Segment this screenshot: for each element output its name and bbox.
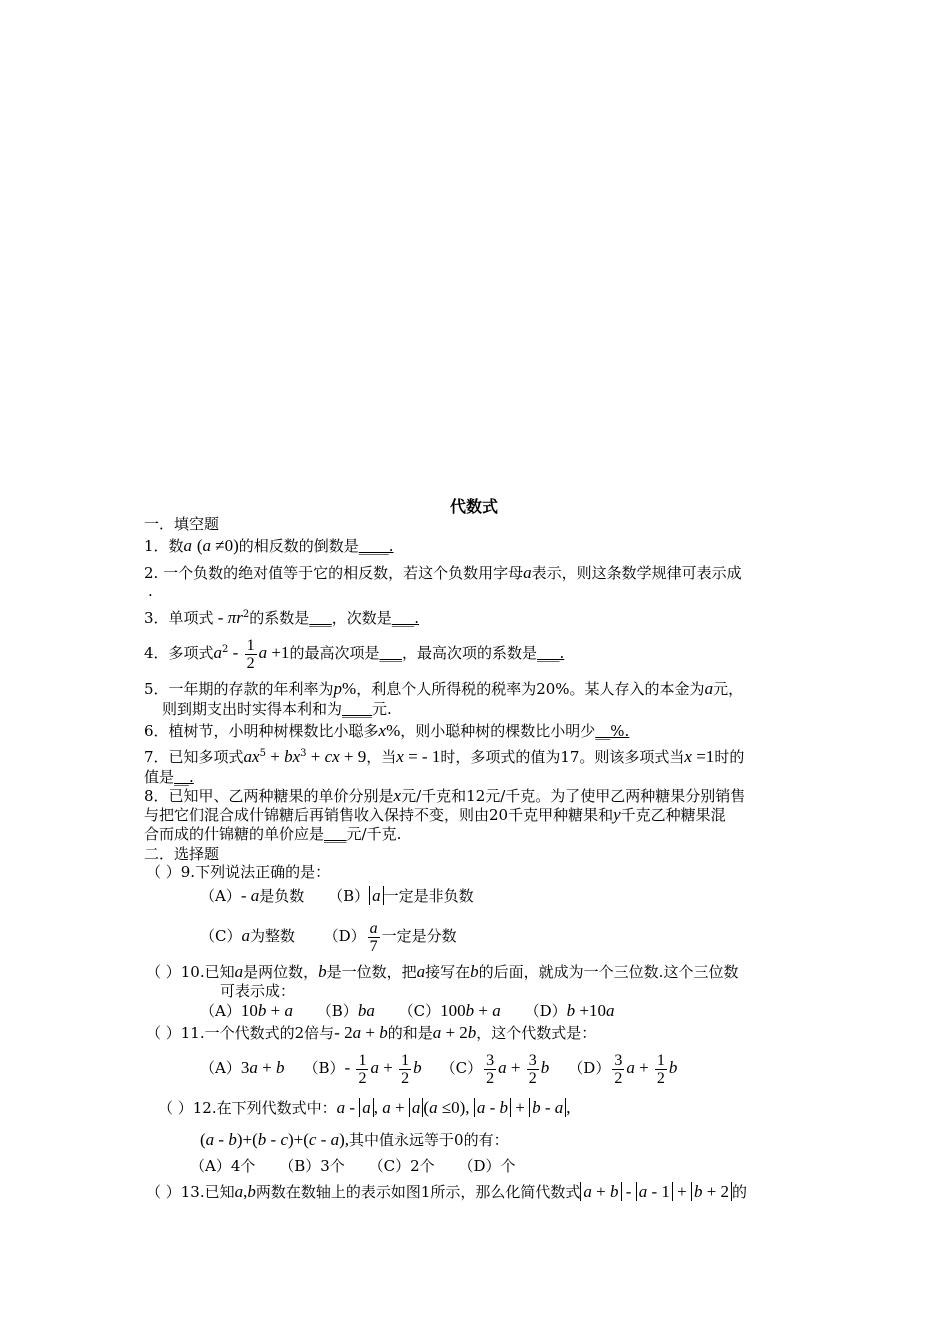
question-2-end: . <box>148 582 153 600</box>
document-title: 代数式 <box>450 497 499 516</box>
section-heading-fill-blank: 一．填空题 <box>144 515 220 533</box>
answer-blank: ___ <box>379 644 402 662</box>
question-9: （ ）9.下列说法正确的是： <box>146 863 331 881</box>
answer-blank: __. <box>174 768 194 786</box>
question-12: （ ）12.在下列代数式中：a - a , a + a (a ≤0), a - b + b - a , <box>158 1098 571 1117</box>
question-6: 6．植树节，小明种树棵数比小聪多x%，则小聪种树的棵数比小明少__%. <box>144 721 630 740</box>
question-1: 1．数a (a ≠0)的相反数的倒数是____. <box>144 536 394 555</box>
answer-blank: ___. <box>391 609 420 627</box>
question-7-line-2: 值是__. <box>144 768 194 786</box>
option-b[interactable]: （B）ba <box>316 1001 375 1020</box>
answer-blank: ____. <box>358 537 394 555</box>
option-a[interactable]: （A）4个 <box>190 1157 256 1175</box>
question-8-line-3: 合而成的什锦糖的单价应是___元/千克. <box>144 825 402 843</box>
section-heading-choice: 二．选择题 <box>144 845 220 863</box>
question-9-options-ab <box>200 886 474 906</box>
question-8-line-2: 与把它们混合成什锦糖后再销售收入保持不变，则由20千克甲种糖果和y千克乙种糖果混 <box>144 805 726 824</box>
question-2: 2. 一个负数的绝对值等于它的相反数，若这个负数用字母a表示，则这条数学规律可表示成 <box>144 563 742 582</box>
question-8: 8．已知甲、乙两种糖果的单价分别是x元/千克和12元/千克。为了使甲乙两种糖果分别销售 <box>144 786 746 805</box>
question-3: 3．单项式 - $\pi r^2$的系数是___，次数是___. <box>144 608 420 627</box>
answer-blank: ____ <box>342 700 373 718</box>
question-10-line-2: 可表示成： <box>220 982 296 1000</box>
option-c[interactable]: （C）a为整数 <box>200 926 295 945</box>
question-10-options <box>200 1001 614 1021</box>
question-5: 5．一年期的存款的年利率为p%，利息个人所得税的税率为20%。某人存入的本金为a元， <box>144 679 744 698</box>
option-d[interactable]: （D） $\frac{a}{7}$ 一定是分数 <box>323 919 457 955</box>
question-11-options <box>200 1046 677 1090</box>
question-4: 4．多项式$a^2$ - $\frac{1}{2}$ a +1的最高次项是___，最高次项的系数是___. <box>144 630 564 673</box>
answer-blank: ___. <box>536 644 565 662</box>
question-11: （ ）11.一个代数式的2倍与- 2a + b的和是a + 2b，这个代数式是： <box>146 1023 597 1042</box>
option-b[interactable]: （B） a 一定是非负数 <box>328 886 474 905</box>
question-12-line-2: (a - b)+(b - c)+(c - a),其中值永远等于0的有： <box>200 1130 509 1149</box>
option-a[interactable]: （A）10b + a <box>200 1001 293 1020</box>
option-a[interactable]: （A）- a是负数 <box>200 886 305 905</box>
option-d[interactable]: （D） $\frac{3}{2}$ a + $\frac{1}{2}$ b <box>568 1051 678 1087</box>
option-b[interactable]: （B）3个 <box>279 1157 345 1175</box>
question-12-options <box>190 1156 516 1176</box>
answer-blank: ___ <box>309 609 332 627</box>
answer-blank: ___ <box>324 825 347 843</box>
question-10: （ ）10.已知a是两位数，b是一位数，把a接写在b的后面，就成为一个三位数.这个三位数 <box>146 962 739 981</box>
option-d[interactable]: （D）b +10a <box>524 1001 615 1020</box>
answer-blank: __%. <box>595 722 630 740</box>
question-5-line-2: 则到期支出时实得本利和为____元. <box>162 700 392 718</box>
option-c[interactable]: （C）2个 <box>368 1157 435 1175</box>
question-7: 7．已知多项式$ax^5 + bx^3$ + cx + 9，当x = - 1时，多项式的值为17。则该多项式当x =1时的 <box>144 747 745 766</box>
option-c[interactable]: （C）100b + a <box>398 1001 501 1020</box>
option-b[interactable]: （B）- $\frac{1}{2}$ a + $\frac{1}{2}$ b <box>303 1051 422 1087</box>
option-d[interactable]: （D）个 <box>458 1157 516 1175</box>
question-13: （ ）13.已知a,b两数在数轴上的表示如图1所示，那么化简代数式 a + b - a - 1 + b + 2 的 <box>146 1182 748 1201</box>
question-9-options-cd <box>200 916 457 956</box>
option-a[interactable]: （A）3a + b <box>200 1058 285 1077</box>
option-c[interactable]: （C） $\frac{3}{2}$ a + $\frac{3}{2}$ b <box>440 1051 550 1087</box>
